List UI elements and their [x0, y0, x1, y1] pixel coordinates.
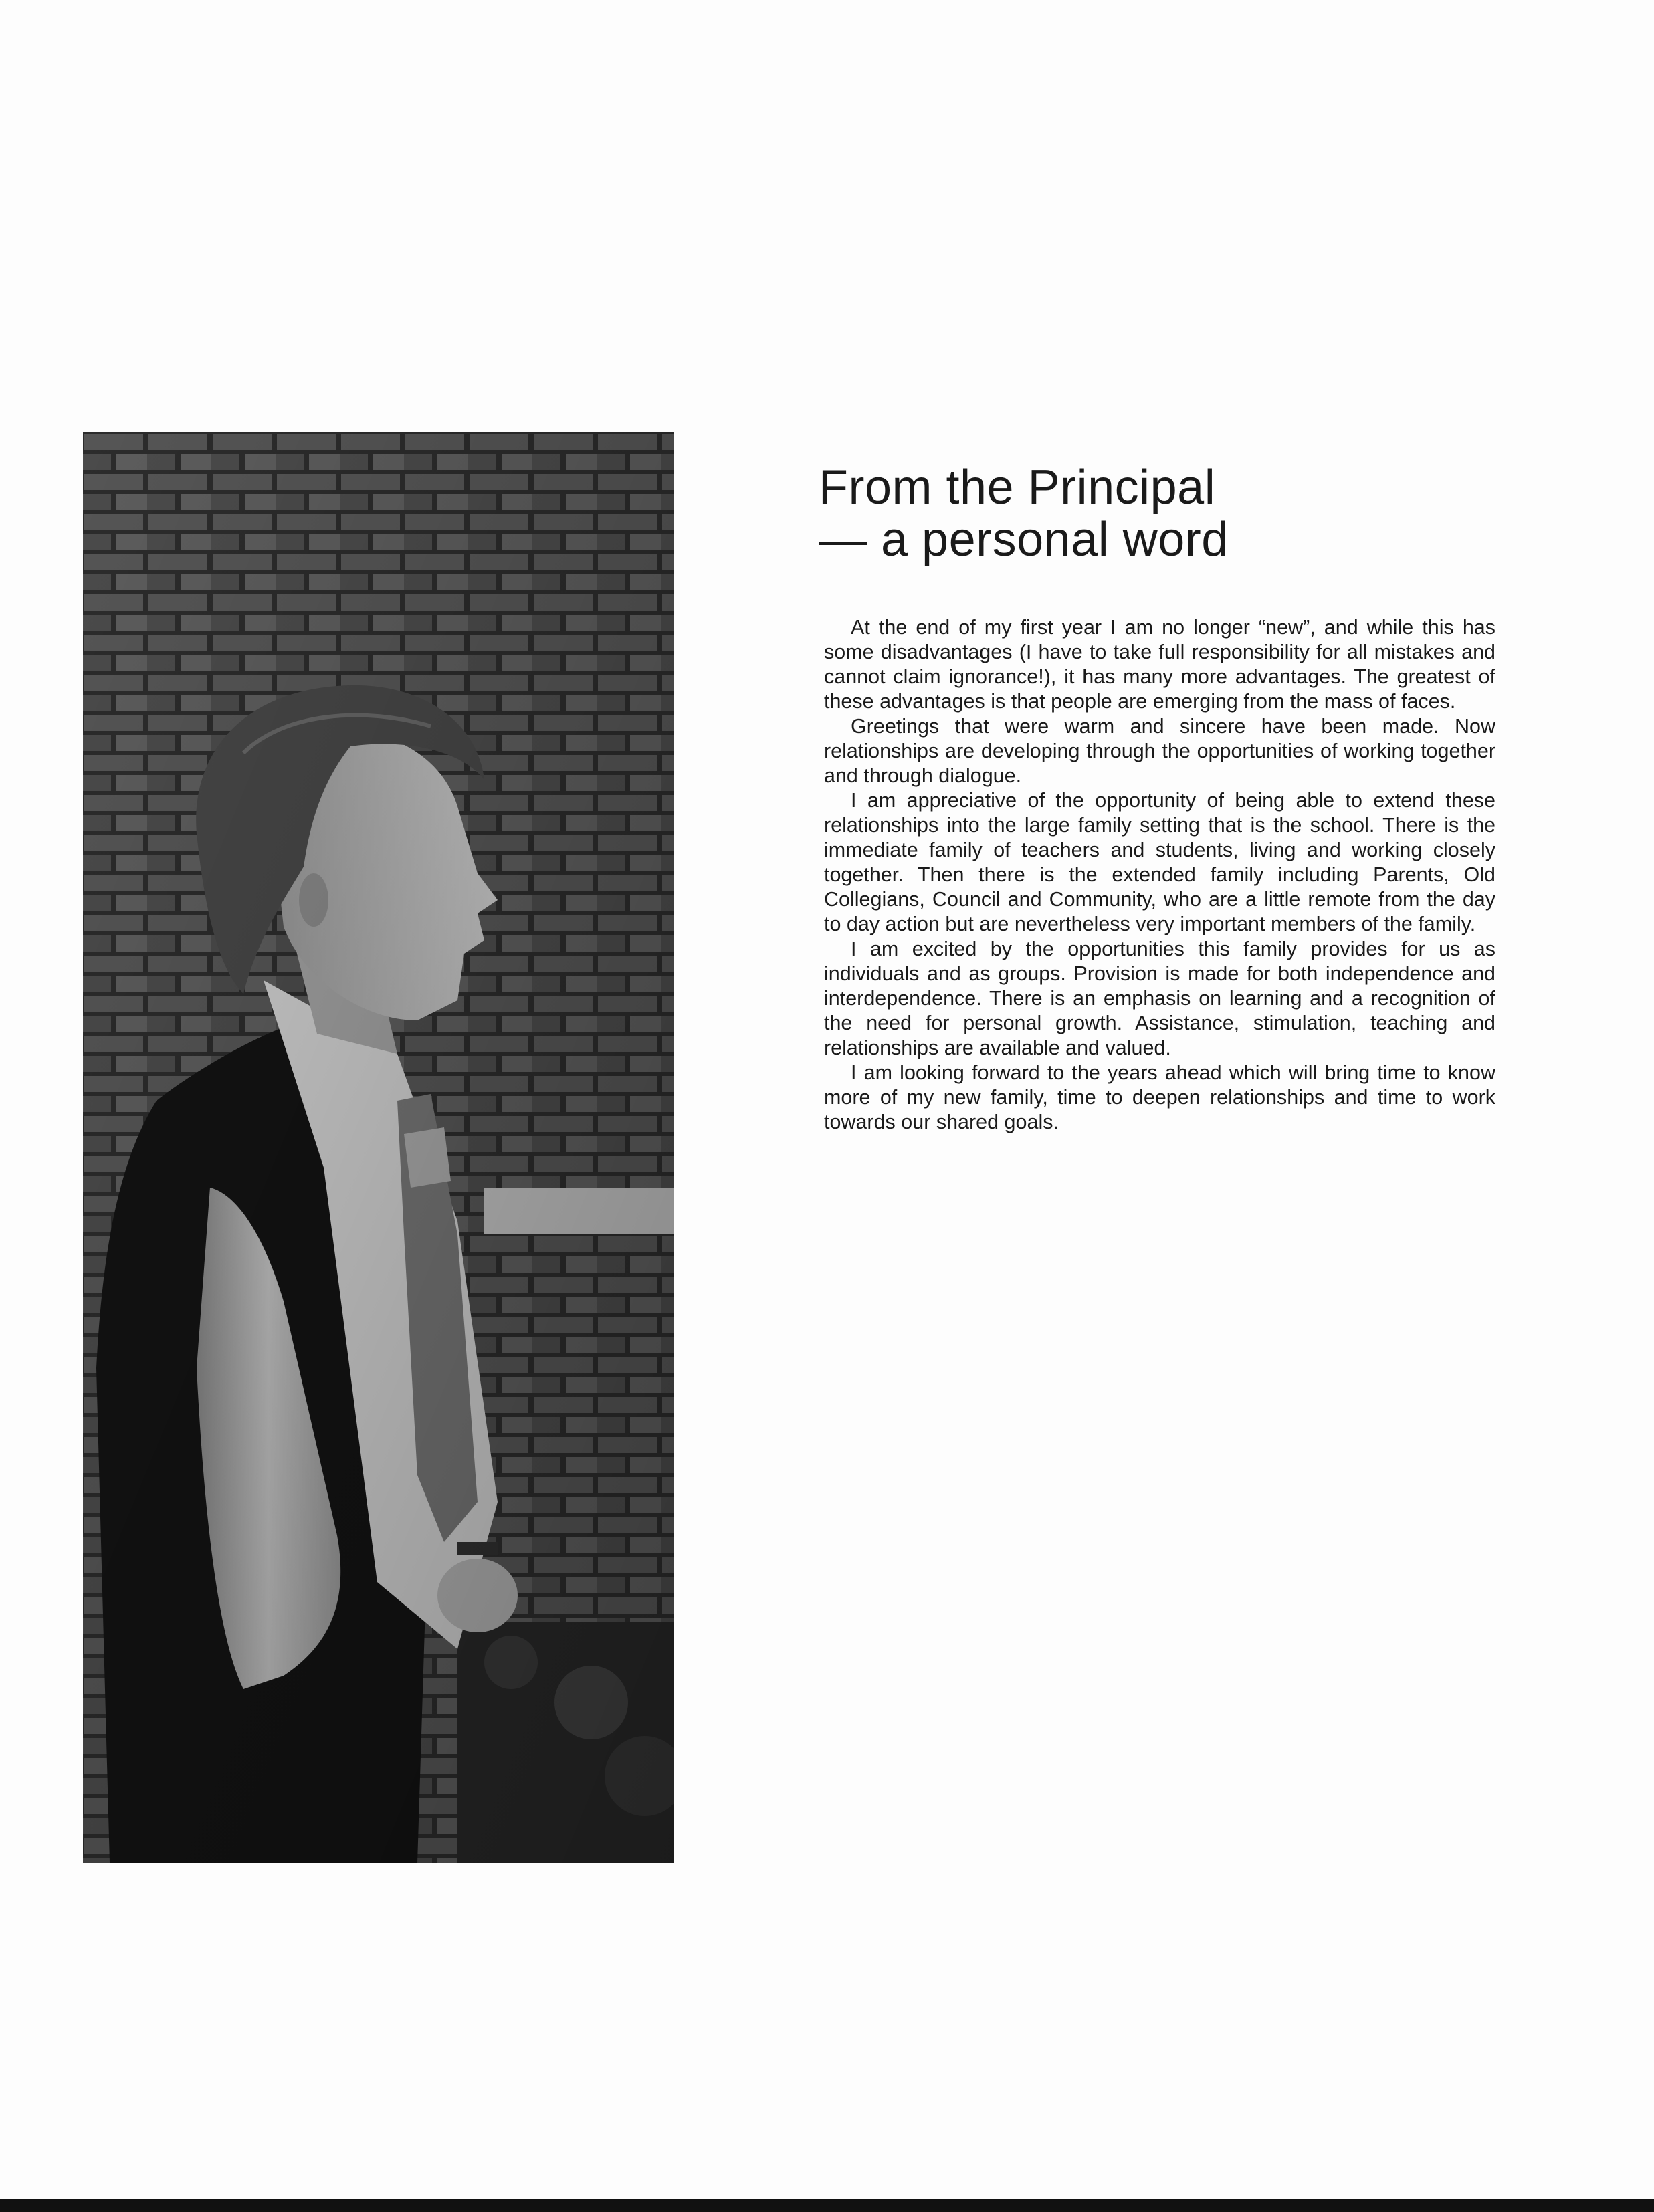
principal-photo [83, 432, 674, 1863]
page-title-line-2: — a personal word [819, 513, 1229, 566]
principal-message [824, 615, 1495, 1135]
page-title-line-1: From the Principal [819, 461, 1216, 514]
paragraph-5: I am looking forward to the years ahead which will bring time to know more of my new family, time to deepen relationships and time to work towards our shared goals. [824, 1061, 1495, 1133]
paragraph-4: I am excited by the opportunities this family provides for us as individuals and as groups. Provision is made for both independence and interdependence. There is an emphasis on learning and a recognition of the need for personal growth. Assistance, stimulation, teaching and relationships are available and valued. [824, 937, 1495, 1059]
page-bottom-border [0, 2199, 1654, 2212]
paragraph-2: Greetings that were warm and sincere have been made. Now relationships are developing through the opportunities of working together and through dialogue. [824, 715, 1495, 787]
page-title [819, 461, 1554, 566]
principal-photo-image [83, 432, 674, 1863]
paragraph-3: I am appreciative of the opportunity of being able to extend these relationships into the large family setting that is the school. There is the immediate family of teachers and students, living and working closely together. Then there is the extended family including Parents, Old Collegians, Council and Community, who are a little remote from the day to day action but are nevertheless very important members of the family. [824, 789, 1495, 935]
paragraph-1: At the end of my first year I am no longer “new”, and while this has some disadvantages (I have to take full responsibility for all mistakes and cannot claim ignorance!), it has many more advantages. The greatest of these advantages is that people are emerging from the mass of faces. [824, 616, 1495, 713]
